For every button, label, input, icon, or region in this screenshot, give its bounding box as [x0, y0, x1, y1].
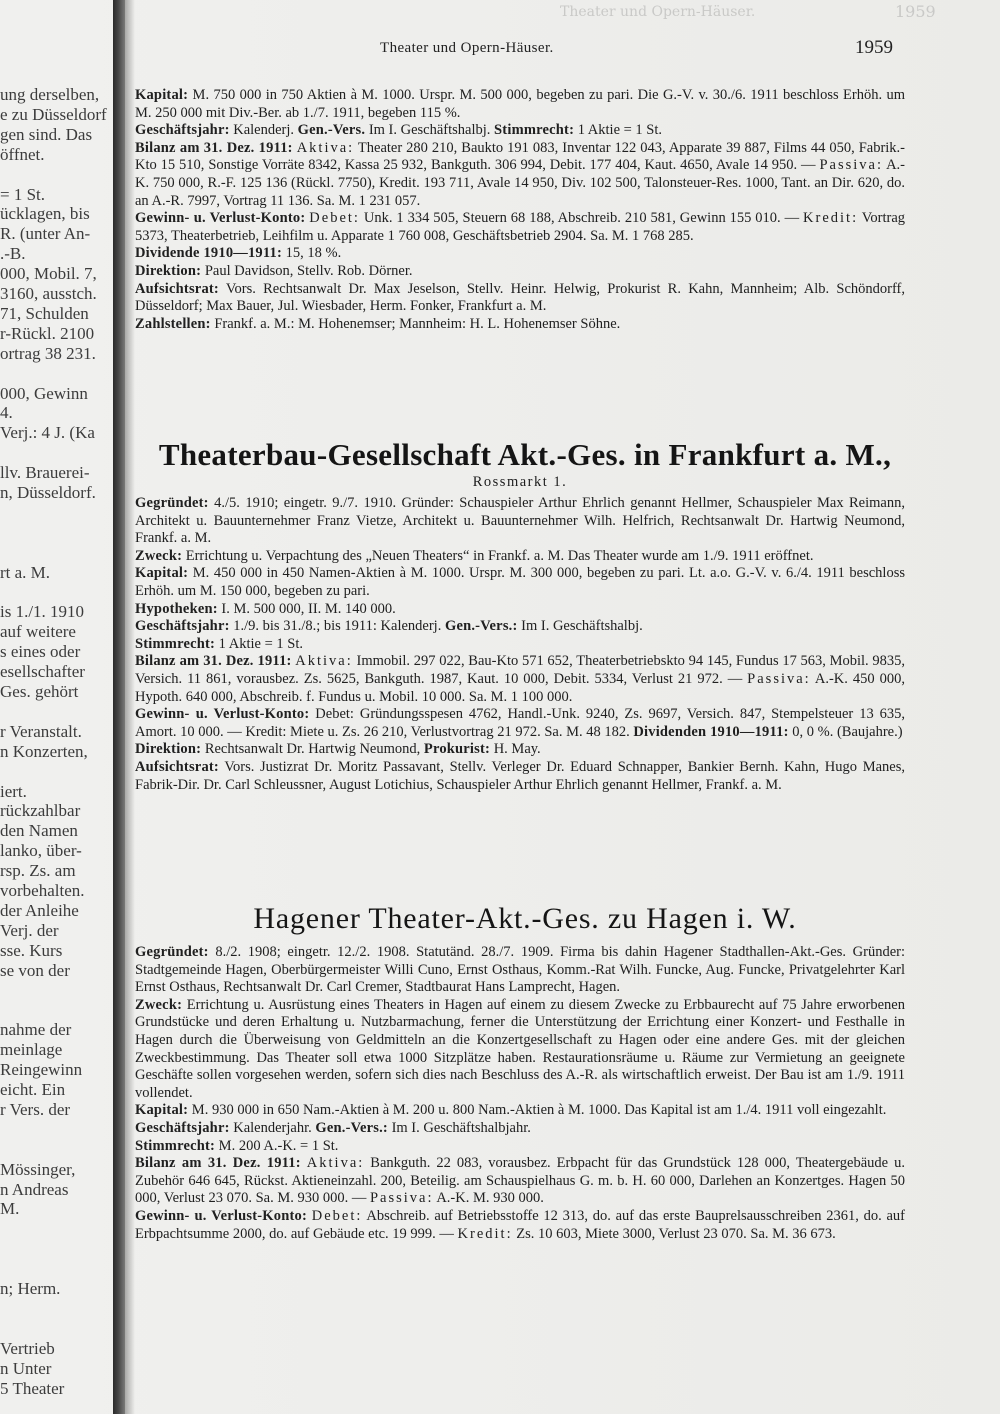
field-text: Paul Davidson, Stellv. Rob. Dörner. [201, 262, 413, 279]
hagener-paragraph [135, 1120, 905, 1138]
field-text: Errichtung u. Ausrüstung eines Theaters in Hagen auf einem zu diesem Zwecke zu Erbbaurecht auf 75 Jahre erworbenen Grundstücke und deren Erhaltung u. Nutzbarmachung, ferner die Unterstützung der Errichtung einer Konzert- und Festhalle in Hagen durch die Überweisung von Geldmitteln an die Konzertgesellschaft zu Hagen oder eine andere Ges. mit der gleichen Zweckbestimmung. Das Theater soll etwa 1000 Sitzplätze haben. Restaurationsräume u. Räume zur Vermietung an geeignete Geschäfte sollen vorgesehen werden, sofern sich dies nach Beschluss des A.-R. als wirtschaftlich erweist. Der Bau ist am 1./9. 1911 vollendet. [135, 996, 905, 1101]
field-label: Gen.-Vers.: [444, 618, 518, 635]
field-label: Gen.-Vers. [297, 122, 366, 139]
company-address: Rossmarkt 1. [472, 474, 568, 490]
theaterbau-paragraph [135, 618, 905, 636]
field-text: 4./5. 1910; eingetr. 9./7. 1910. Gründer: Schauspieler Arthur Ehrlich genannt Hellmer, Schauspieler Max Reimann, Architekt u. Bauunternehmer Franz Vietze, Architekt u. Bauunternehmer Wilh. Helfrich, Rechtsanwalt Dr. Hartwig Neumond, Frankf. a. M. [135, 495, 905, 547]
field-label: Prokurist: [423, 741, 491, 758]
left-page-line: lanko, über- [0, 841, 82, 861]
field-label: Direktion: [135, 741, 202, 758]
field-label: Gegründet: [135, 944, 209, 960]
left-page-line: rt a. M. [0, 562, 51, 582]
spaced-label: Debet: [311, 1207, 363, 1224]
field-text: Zs. 10 603, Miete 3000, Verlust 23 070. Sa. M. 36 673. [512, 1225, 836, 1242]
field-text: Theater 280 210, Baukto 191 083, Inventar 122 043, Apparate 39 887, Films 44 050, Fabrik.-Kto 15 510, Sonstige Vorräte 8342, Kassa 25 932, Bankguth. 306 994, Debit. 177 404, Kaut. 4650, Avale 14 950. — [135, 139, 906, 174]
page-number: 1959 [855, 37, 893, 58]
field-label: Gewinn- u. Verlust-Konto: [135, 1207, 307, 1224]
field-label: Geschäftsjahr: [135, 122, 230, 139]
field-label: Gewinn- u. Verlust-Konto: [135, 706, 310, 723]
field-text: A.-K. M. 930 000. [433, 1190, 544, 1207]
section1-paragraph [135, 245, 905, 263]
company-title-theaterbau: Theaterbau-Gesellschaft Akt.-Ges. in Frankfurt a. M., [158, 437, 892, 472]
left-page-line: n Andreas [0, 1179, 69, 1199]
hagener-paragraph [135, 1155, 905, 1208]
bleed-through-heading: Theater und Opern-Häuser. [560, 4, 756, 20]
field-label: Hypotheken: [135, 600, 218, 617]
hagener-paragraph [135, 944, 905, 997]
left-page-line: Vertrieb [0, 1338, 55, 1358]
left-page-line: e zu Düsseldorf [0, 104, 107, 124]
left-page-line: se von der [0, 960, 70, 980]
section1-paragraph [135, 140, 905, 210]
section1-paragraph [135, 316, 905, 334]
section1-paragraph [135, 263, 905, 281]
field-label: Kapital: [135, 565, 189, 582]
left-page-line: Verj. der [0, 920, 59, 940]
spaced-label: Aktiva: [295, 653, 353, 670]
section-hagener [135, 944, 905, 1243]
theaterbau-paragraph [135, 741, 905, 759]
theaterbau-paragraph [135, 565, 905, 600]
left-page-line: den Namen [0, 821, 78, 841]
field-text: M. 450 000 in 450 Namen-Aktien à M. 1000. Urspr. M. 300 000, begeben zu pari. Lt. a.o. G.-V. v. 6./4. 1911 beschloss Erhöh. um M. 150 000, begeben zu pari. [135, 565, 905, 599]
gutter-shadow [125, 0, 135, 1414]
left-page-line: vorbehalten. [0, 881, 85, 900]
field-text: Im I. Geschäftshalbj. [365, 122, 495, 139]
field-text: Debet: Gründungsspesen 4762, Handl.-Unk. 9240, Zs. 9697, Versich. 847, Stempelsteuer 13 635, Amort. 10 000. — Kredit: Miete u. Zs. 26 210, Verlustvortrag 21 972. Sa. M. 48 182. [135, 706, 905, 740]
left-page-line: M. [0, 1199, 20, 1219]
field-label: Zweck: [135, 547, 183, 564]
theaterbau-paragraph [135, 636, 905, 654]
left-page-line: = 1 St. [0, 184, 46, 204]
left-page-line: iert. [0, 781, 27, 801]
field-label: Zahlstellen: [135, 315, 211, 332]
left-page-line: auf weitere [0, 622, 76, 642]
spaced-label: Debet: [309, 210, 360, 227]
field-text: Unk. 1 334 505, Steuern 68 188, Abschreib. 210 581, Gewinn 155 010. — [359, 210, 804, 227]
theaterbau-paragraph [135, 495, 905, 548]
left-page-fragments [0, 0, 112, 1414]
field-text: M. 200 A.-K. = 1 St. [215, 1137, 339, 1154]
left-page-line: 71, Schulden [0, 303, 89, 323]
section1-paragraph [135, 122, 905, 140]
left-page-line: 000, Gewinn [0, 383, 88, 403]
field-label: Aufsichtsrat: [135, 280, 219, 297]
field-text: H. May. [490, 741, 541, 758]
field-label: Geschäftsjahr: [135, 618, 230, 635]
field-label: Dividende 1910—1911: [135, 245, 282, 262]
left-page-line: n Unter [0, 1358, 52, 1378]
left-page-line: 000, Mobil. 7, [0, 264, 97, 284]
field-text: Immobil. 297 022, Bau-Kto 571 652, Theaterbetriebskto 94 145, Fundus 17 563, Mobil. 9835, Versich. 11 861, vorausbez. Zs. 5625, Bankguth. 1987, Kaut. 10 000, Debit. 5334, Verlust 21 972. — [135, 653, 906, 687]
field-text: Abschreib. auf Betriebsstoffe 12 313, do. auf das erste Bauprelsausschreiben 2361, do. auf Erbpachtsumme 2000, do. auf Gebäude etc. 19 999. — [135, 1207, 905, 1242]
field-label: Bilanz am 31. Dez. 1911: [135, 653, 292, 670]
field-text: M. 750 000 in 750 Aktien à M. 1000. Urspr. M. 500 000, begeben zu pari. Die G.-V. v. 30./6. 1911 beschloss Erhöh. um M. 250 000 mit Div.-Ber. ab 1./7. 1911, begeben 115 %. [135, 87, 905, 121]
field-text: Vors. Justizrat Dr. Moritz Passavant, Stellv. Verleger Dr. Eduard Schnapper, Bankier Bernh. Kahn, Hugo Manes, Fabrik-Dir. Dr. Carl Schleussner, August Lotichius, Schauspieler Arthur Ehrlich genannt Hellmer, Frankf. a. M. [135, 758, 905, 793]
left-page-line: Mössinger, [0, 1159, 76, 1179]
field-text: 1./9. bis 31./8.; bis 1911: Kalenderj. [229, 618, 445, 635]
field-label: Dividenden 1910—1911: [633, 723, 789, 740]
left-page-line: s eines oder [0, 642, 81, 662]
field-text: 1 Aktie = 1 St. [215, 635, 303, 652]
theaterbau-paragraph [135, 706, 905, 741]
spaced-label: Aktiva: [306, 1155, 365, 1172]
field-text: Errichtung u. Verpachtung des „Neuen Theaters“ in Frankf. a. M. Das Theater wurde am 1./9. 1911 eröffnet. [182, 547, 814, 564]
hagener-paragraph [135, 1102, 905, 1120]
section1-paragraph [135, 87, 905, 122]
company-title-hagener: Hagener Theater-Akt.-Ges. zu Hagen i. W. [253, 902, 797, 935]
left-page-line: llv. Brauerei- [0, 463, 90, 483]
left-page-line: 4. [0, 403, 13, 423]
field-label: Kapital: [135, 1102, 189, 1119]
field-text: Im I. Geschäftshalbjahr. [387, 1119, 531, 1136]
field-text: 15, 18 %. [282, 245, 342, 262]
field-text: A.-K. 450 000, Hypoth. 640 000, Abschreib. f. Fundus u. Mobil. 10 000. Sa. M. 1 100 000. [135, 670, 905, 705]
field-text: 1 Aktie = 1 St. [574, 122, 663, 139]
section-continued-company [135, 87, 905, 333]
section1-paragraph [135, 281, 905, 316]
left-page-line: meinlage [0, 1040, 63, 1060]
left-page-line: r-Rückl. 2100 [0, 323, 95, 343]
field-text: Kalenderjahr. [229, 1119, 316, 1136]
left-page-line: esellschafter [0, 662, 85, 682]
left-page-line: .-B. [0, 244, 26, 264]
running-head: Theater und Opern-Häuser. [380, 40, 554, 56]
section-theaterbau [135, 495, 905, 794]
left-page-line: 5 Theater [0, 1378, 65, 1398]
field-label: Stimmrecht: [135, 635, 216, 652]
field-label: Kapital: [135, 87, 189, 103]
field-text: Bankguth. 22 083, vorausbez. Erbpacht für das Grundstück 128 000, Theatergebäude u. Zubehör 646 645, Rückst. Aktieneinzahl. 200, Beteilig. am Schauspielhaus G. m. b. H. 60 000, Darlehen an Konzertges. Hagen 50 000, Verlust 23 070. Sa. M. 930 000. — [135, 1155, 906, 1207]
left-page-line: der Anleihe [0, 900, 79, 920]
left-page-line: is 1./1. 1910 [0, 602, 85, 622]
theaterbau-paragraph [135, 548, 905, 566]
section1-paragraph [135, 210, 905, 245]
field-text: Kalenderj. [229, 122, 298, 139]
left-page-line: öffnet. [0, 144, 45, 164]
hagener-paragraph [135, 1138, 905, 1156]
left-page-line: n; Herm. [0, 1279, 61, 1298]
left-page-line: n Konzerten, [0, 741, 88, 761]
theaterbau-paragraph [135, 653, 905, 706]
field-text: M. 930 000 in 650 Nam.-Aktien à M. 200 u. 800 Nam.-Aktien à M. 1000. Das Kapital ist am 1./4. 1911 voll eingezahlt. [188, 1102, 887, 1119]
left-page-line: gen sind. Das [0, 124, 93, 144]
book-gutter [113, 0, 125, 1414]
theaterbau-paragraph [135, 601, 905, 619]
field-label: Stimmrecht: [494, 122, 575, 139]
spaced-label: Kredit: [457, 1225, 513, 1242]
left-page-line: n, Düsseldorf. [0, 483, 96, 502]
bleed-through-number: 1959 [895, 2, 936, 21]
spaced-label: Aktiva: [296, 139, 355, 156]
field-label: Gen.-Vers.: [315, 1119, 388, 1136]
field-text: 0, 0 %. (Baujahre.) [788, 723, 903, 740]
theaterbau-paragraph [135, 759, 905, 794]
field-label: Direktion: [135, 262, 202, 279]
field-label: Gegründet: [135, 495, 209, 511]
left-page-line: Ges. gehört [0, 682, 79, 701]
spaced-label: Passiva: [747, 670, 811, 687]
field-text: Rechtsanwalt Dr. Hartwig Neumond, [201, 741, 424, 758]
left-page-line: nahme der [0, 1020, 72, 1040]
field-label: Bilanz am 31. Dez. 1911: [135, 1155, 301, 1172]
left-page-line: ortrag 38 231. [0, 343, 96, 363]
left-page-line: rückzahlbar [0, 801, 81, 821]
field-text: A.-K. 750 000, R.-F. 125 136 (Rückl. 7750), Kredit. 193 711, Avale 14 950, Div. 102 500, Talonsteuer-Res. 1000, Tant. an Dir. 620, do. an A.-R. 7997, Vortrag 11 136. Sa. M. 1 231 057. [135, 157, 905, 209]
spaced-label: Passiva: [369, 1190, 434, 1207]
field-label: Aufsichtsrat: [135, 758, 219, 775]
spaced-label: Passiva: [819, 157, 883, 174]
left-page-line: ung derselben, [0, 85, 100, 104]
left-page-line: sse. Kurs [0, 940, 63, 960]
left-page-line: Reingewinn [0, 1060, 83, 1080]
left-page-line: Verj.: 4 J. (Ka [0, 423, 95, 443]
field-label: Zweck: [135, 996, 183, 1013]
field-label: Geschäftsjahr: [135, 1119, 230, 1136]
field-text: Vors. Rechtsanwalt Dr. Max Jeselson, Stellv. Heinr. Helwig, Prokurist R. Kahn, Mannheim; Alb. Schöndorff, Düsseldorf; Max Bauer, Jul. Wiesbader, Herm. Fonker, Frankfurt a. M. [135, 280, 905, 315]
field-text: 8./2. 1908; eingetr. 12./2. 1908. Statutänd. 28./7. 1909. Firma bis dahin Hagener Stadthallen-Akt.-Ges. Gründer: Stadtgemeinde Hagen, Oberbürgermeister Willi Cuno, Ernst Osthaus, Komm.-Rat Wilh. Funcke, Aug. Funcke, Privatgelehrter Karl Ernst Osthaus, Rechtsanwalt Dr. Carl Cremer, Stadtbaurat Hans Lamprecht, Hagen. [135, 944, 905, 996]
left-page-line: r Vers. der [0, 1099, 71, 1119]
field-label: Bilanz am 31. Dez. 1911: [135, 139, 293, 156]
field-label: Stimmrecht: [135, 1137, 216, 1154]
left-page-line: 3160, ausstch. [0, 284, 97, 303]
hagener-paragraph [135, 1208, 905, 1243]
left-page-line: r Veranstalt. [0, 721, 82, 741]
field-text: Im I. Geschäftshalbj. [517, 618, 643, 635]
field-text: I. M. 500 000, II. M. 140 000. [217, 600, 396, 617]
spaced-label: Kredit: [803, 210, 859, 227]
hagener-paragraph [135, 997, 905, 1103]
left-page-line: R. (unter An- [0, 224, 91, 244]
left-page-line: eicht. Ein [0, 1080, 66, 1099]
field-label: Gewinn- u. Verlust-Konto: [135, 210, 306, 227]
field-text: Frankf. a. M.: M. Hohenemser; Mannheim: H. L. Hohenemser Söhne. [210, 315, 621, 332]
field-text: Vortrag 5373, Theaterbetrieb, Leihfilm u. Apparate 1 760 008, Geschäftsbetrieb 2904. Sa. M. 1 768 285. [135, 210, 906, 244]
left-page-line: ücklagen, bis [0, 204, 90, 224]
left-page-line: rsp. Zs. am [0, 861, 76, 881]
